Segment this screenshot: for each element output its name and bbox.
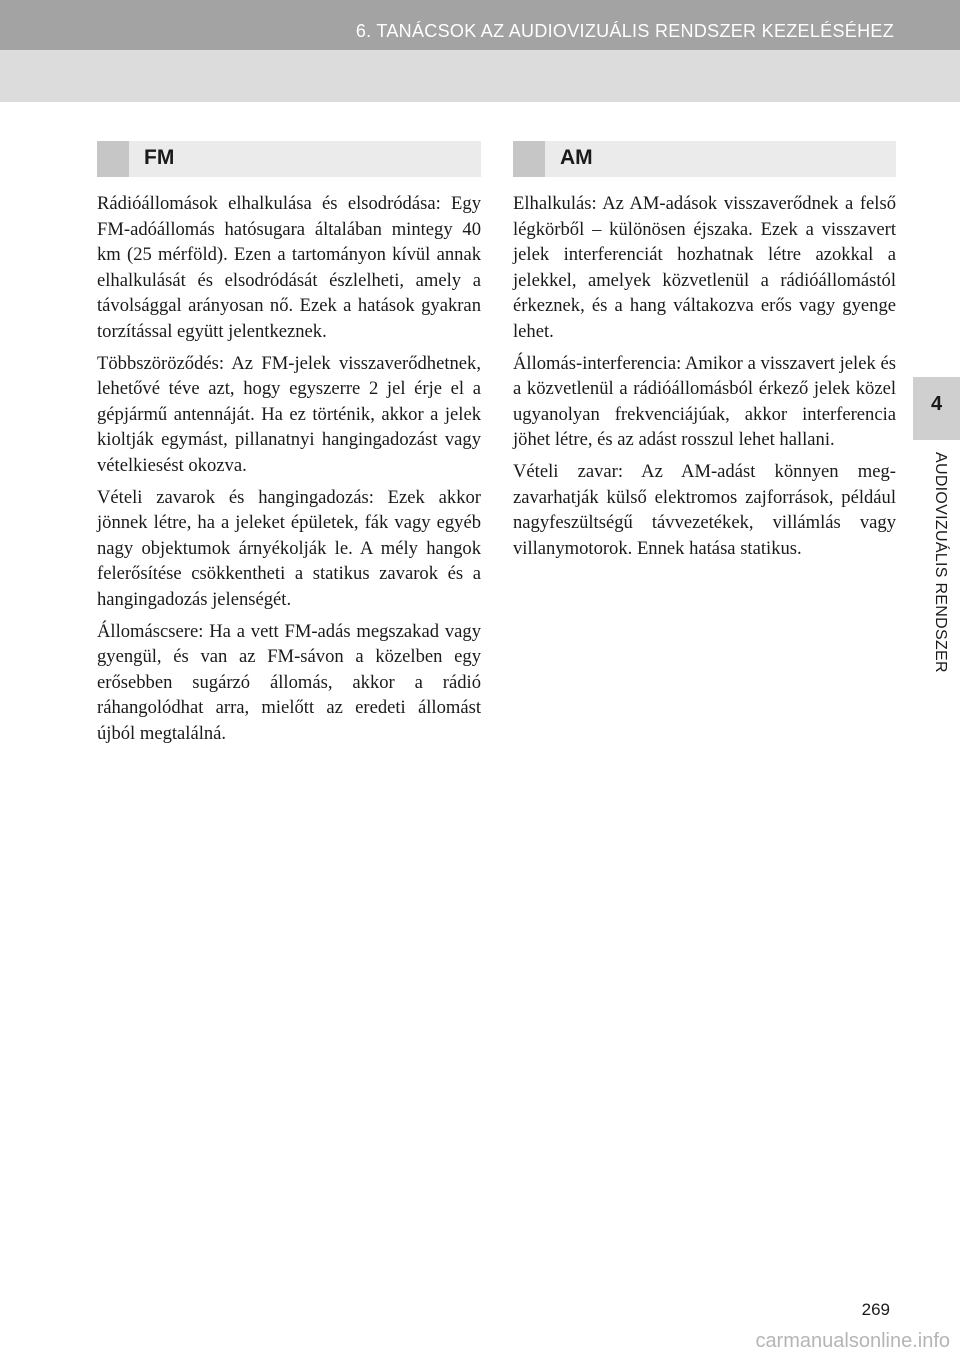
fm-heading-label: FM [144,146,175,169]
header-strip [0,0,960,50]
chapter-number: 4 [930,393,943,415]
fm-paragraph: Vételi zavarok és hangingadozás: Ezek akkor jönnek létre, ha a jeleket épületek, fák vagy egyéb nagy objektumok árnyékolják le. A mély hangok felerősítése csökkentheti a statikus zavarok és a hangingadozás jelenségét. [97,486,481,610]
watermark-link[interactable]: carmanualsonline.info [755,1330,950,1352]
page-number: 269 [861,1300,890,1319]
am-paragraph: Állomás-interferencia: Amikor a visszavert jelek és a közvetlenül a rádióállomásból érkező jelek közel ugyanolyan frekvenciájúak, akkor interferencia jöhet létre, és az adást rosszul lehet hallani. [513,352,896,451]
heading-marker [513,141,545,177]
am-text-column [513,191,896,567]
chapter-tab [913,377,960,440]
heading-marker [97,141,129,177]
am-paragraph: Vételi zavar: Az AM-adást könnyen megzavarhatják külső elektromos zajforrások, például nagyfeszültségű távvezetékek, villámlás vagy villanymotorok. Ennek hatása statikus. [513,460,896,559]
chapter-title: 6. TANÁCSOK AZ AUDIOVIZUÁLIS RENDSZER KEZELÉSÉHEZ [355,21,894,41]
fm-paragraph: Rádióállomások elhalkulása és elsodródása: Egy FM-adóállomás hatósugara általában mintegy 40 km (25 mérföld). Ezen a tartományon kívül annak elhalkulását és elsodródását észlelheti, amely a távolsággal arányosan nő. Ezek a hatások gyakran torzítással együtt jelentkeznek. [97,193,481,342]
fm-text-column [97,191,481,752]
fm-section-heading [97,141,481,177]
fm-paragraph: Többszöröződés: Az FM-jelek visszaverődhetnek, lehetővé téve azt, hogy egyszerre 2 jel érje el a gépjármű antennáját. Ha ez történik, akkor a jelek kioltják egymást, pillanatnyi hangingadozást vagy vételkiesést okozva. [97,352,481,476]
am-section-heading [513,141,896,177]
am-heading-label: AM [560,146,593,169]
fm-paragraph: Állomáscsere: Ha a vett FM-adás megszakad vagy gyengül, és van az FM-sávon a közelben egy erősebben sugárzó állomás, akkor a rádió ráhangolódhat arra, mielőtt az eredeti állomást újból megtalálná. [97,620,481,744]
am-paragraph: Elhalkulás: Az AM-adások visszaverődnek a felső légkörből – különösen éjszaka. Ezek a visszavert jelek interferenciát hozhatnak létre azokkal a jelekkel, amelyek közvetlenül a rádióállomástól érkeznek, és a hang váltakozva erős vagy gyenge lehet. [513,193,896,342]
chapter-side-title: AUDIOVIZUÁLIS RENDSZER [932,452,949,673]
